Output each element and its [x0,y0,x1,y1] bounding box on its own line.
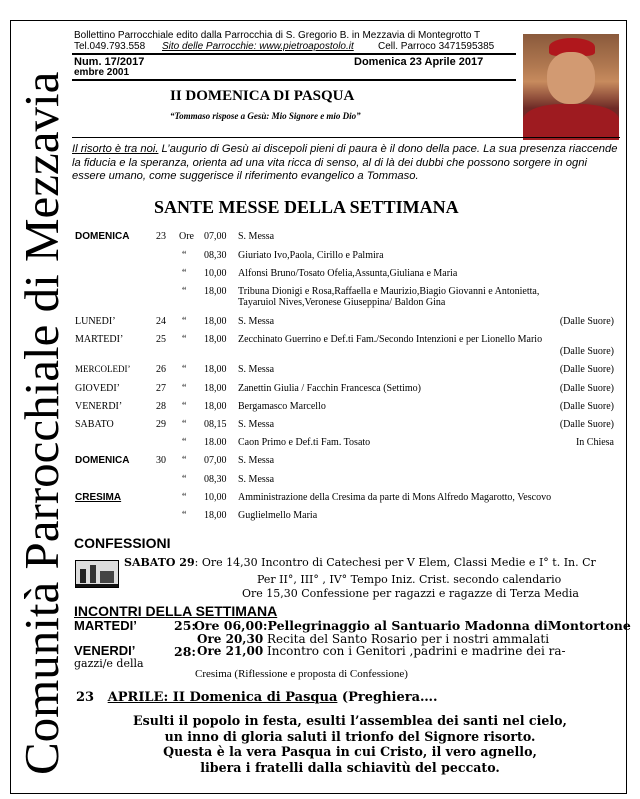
mass-intention: Bergamasco Marcello [238,401,326,412]
mass-day: MARTEDI’ [75,334,124,345]
mass-time: 07,00 [204,231,227,242]
mass-date: 28 [156,401,166,412]
incontri-fri-time: Ore 21,00 [197,644,264,658]
lead-highlight: Il risorto è tra noi. [72,143,159,155]
mass-location: (Dalle Suore) [559,419,614,430]
incontri-tue-time: Ore 20,30 [197,632,264,646]
mass-day: MERCOLEDI’ [75,364,131,374]
mass-time: 07,00 [204,455,227,466]
closing-heading-rest: (Preghiera…. [337,690,438,705]
incontri-tue-text: Recita del Santo Rosario per i nostri ammalati [263,632,550,646]
incontri-fri-line2: gazzi/e della [74,657,144,670]
mass-time: 08,15 [204,419,227,430]
mass-date: 26 [156,364,166,375]
lead-paragraph [72,143,620,184]
mass-day: DOMENICA [75,455,130,466]
mass-time: 18,00 [204,316,227,327]
mass-time: 18.00 [204,437,227,448]
mass-location: In Chiesa [575,437,614,448]
saint-portrait [523,34,619,140]
incontri-title: INCONTRI DELLA SETTIMANA [74,603,278,619]
prayer-line: un inno di gloria saluti il trionfo del Signore risorto. [164,728,536,744]
incontri-fri-day: VENERDI’ [74,643,136,658]
mass-intention: S. Messa [238,231,275,242]
mass-intention: S. Messa [238,455,275,466]
header-line1: Bollettino Parrocchiale edito dalla Parrocchia di S. Gregorio B. in Mezzavia di Montegrotto T [74,30,481,41]
mass-time: 18,00 [204,401,227,412]
mass-time: 10,00 [204,492,227,503]
mass-time: 18,00 [204,383,227,394]
mass-intention: Tribuna Dionigi e Rosa,Raffaella e Maurizio,Biagio Giovanni e Antonietta, [238,286,540,297]
mass-time: 18,00 [204,510,227,521]
church-icon [75,560,119,588]
mass-intention: Zecchinato Guerrino e Def.ti Fam./Secondo Intenzioni e per Lionello Mario [238,334,543,345]
mass-ditto: “ [182,268,187,279]
header-rule [72,53,516,55]
portrait-face [547,52,595,104]
mass-time: 08,30 [204,250,227,261]
mass-intention: Alfonsi Bruno/Tosato Ofelia,Assunta,Giuliana e Maria [238,268,458,279]
incontri-fri-num: 28: [174,644,197,659]
mass-date: 25 [156,334,166,345]
lead-text: L’augurio di Gesù ai discepoli pieni di paura è il dono della pace. La sua presenza riaccende la fiducia e la speranza, orienta ad una vita ricca di senso, al di là dei dubbi che possono sorgere in ogni essere umano, come suggerisce il riferimento evangelico a Tommaso. [72,143,618,182]
confessioni-day: SABATO 29 [124,556,195,569]
mass-location: (Dalle Suore) [559,383,614,394]
mass-ditto: “ [182,286,187,297]
header-rule-2 [72,79,516,81]
mass-date: 24 [156,316,166,327]
confessioni-title: CONFESSIONI [74,535,171,551]
mass-time: 18,00 [204,364,227,375]
side-title: Comunità Parrocchiale di Mezzavia [14,71,69,775]
issue-number: Num. 17/2017 [74,56,145,68]
mass-ditto: Ore [179,231,194,242]
header-phone: Tel.049.793.558 [74,41,146,52]
mass-location: (Dalle Suore) [559,316,614,327]
mass-time: 18,00 [204,334,227,345]
prayer-line: libera i fratelli dalla schiavitù del peccato. [200,759,500,775]
issue-since: embre 2001 [74,67,130,78]
mass-intention: Amministrazione della Cresima da parte di Mons Alfredo Magarotto, Vescovo [238,492,552,503]
closing-heading-main: APRILE: II Domenica di Pasqua [107,690,338,705]
mass-date: 27 [156,383,166,394]
mass-intention: Guglielmello Maria [238,510,318,521]
page-subtitle: “Tommaso rispose a Gesù: Mio Signore e mio Dio” [170,111,361,121]
title-rule [72,137,620,138]
mass-ditto: “ [182,419,187,430]
mass-location: (Dalle Suore) [559,346,614,357]
mass-time: 08,30 [204,474,227,485]
mass-ditto: “ [182,334,187,345]
mass-day: VENERDI’ [75,401,123,412]
header-cell: Cell. Parroco 3471595385 [378,41,495,52]
mass-intention: Giuriato Ivo,Paola, Cirillo e Palmira [238,250,384,261]
mass-intention-cont: Tayaruiol Nives,Veronese Giuseppina/ Baldon Gina [238,297,446,308]
mass-ditto: “ [182,474,187,485]
mass-date: 29 [156,419,166,430]
mass-day: DOMENICA [75,231,130,242]
mass-intention: S. Messa [238,474,275,485]
mass-day: LUNEDI’ [75,316,116,327]
incontri-tue-day: MARTEDI’ [74,618,137,633]
mass-ditto: “ [182,510,187,521]
closing-num: 23 [76,690,95,705]
closing-prayer [80,713,620,775]
confessioni-text1: : Ore 14,30 Incontro di Catechesi per V Elem, Classi Medie e I° t. In. Cr [194,556,596,569]
page-title: II DOMENICA DI PASQUA [170,88,355,104]
confessioni-line3: Ore 15,30 Confessione per ragazzi e ragazze di Terza Media [242,587,579,600]
mass-intention: Zanettin Giulia / Facchin Francesca (Settimo) [238,383,421,394]
portrait-robe [523,104,619,140]
mass-day: CRESIMA [75,492,122,503]
mass-ditto: “ [182,316,187,327]
mass-intention: S. Messa [238,316,275,327]
mass-ditto: “ [182,455,187,466]
mass-ditto: “ [182,492,187,503]
mass-time: 18,00 [204,286,227,297]
mass-time: 10,00 [204,268,227,279]
closing-heading [76,690,438,705]
issue-date: Domenica 23 Aprile 2017 [354,56,484,68]
prayer-line: Esulti il popolo in festa, esulti l’assemblea dei santi nel cielo, [133,713,567,728]
prayer-line: Questa è la vera Pasqua in cui Cristo, il vero agnello, [163,744,537,759]
incontri-fri-line3: Cresima (Riflessione e proposta di Confessione) [195,668,408,680]
confessioni-line1 [124,556,596,569]
mass-day: SABATO [75,419,114,430]
mass-ditto: “ [182,401,187,412]
mass-intention: Caon Primo e Def.ti Fam. Tosato [238,437,371,448]
mass-location: (Dalle Suore) [559,401,614,412]
mass-ditto: “ [182,250,187,261]
mass-intention: S. Messa [238,364,275,375]
mass-ditto: “ [182,364,187,375]
header-site[interactable]: Sito delle Parrocchie: www.pietroapostolo.it [162,41,354,52]
mass-intention: S. Messa [238,419,275,430]
mass-location: (Dalle Suore) [559,364,614,375]
incontri-tue-line1: Ore 06,00:Pellegrinaggio al Santuario Madonna diMontortone [194,618,631,633]
masses-title: SANTE MESSE DELLA SETTIMANA [154,197,459,217]
confessioni-line2: Per II°, III° , IV° Tempo Iniz. Crist. secondo calendario [257,573,562,586]
incontri-tue-num: 25: [174,618,197,633]
incontri-fri-line1 [197,644,566,658]
mass-day: GIOVEDI’ [75,383,120,394]
mass-ditto: “ [182,383,187,394]
mass-ditto: “ [182,437,187,448]
mass-date: 23 [156,231,166,242]
incontri-fri-text: Incontro con i Genitori ,padrini e madrine dei ra- [263,644,566,658]
mass-date: 30 [156,455,166,466]
